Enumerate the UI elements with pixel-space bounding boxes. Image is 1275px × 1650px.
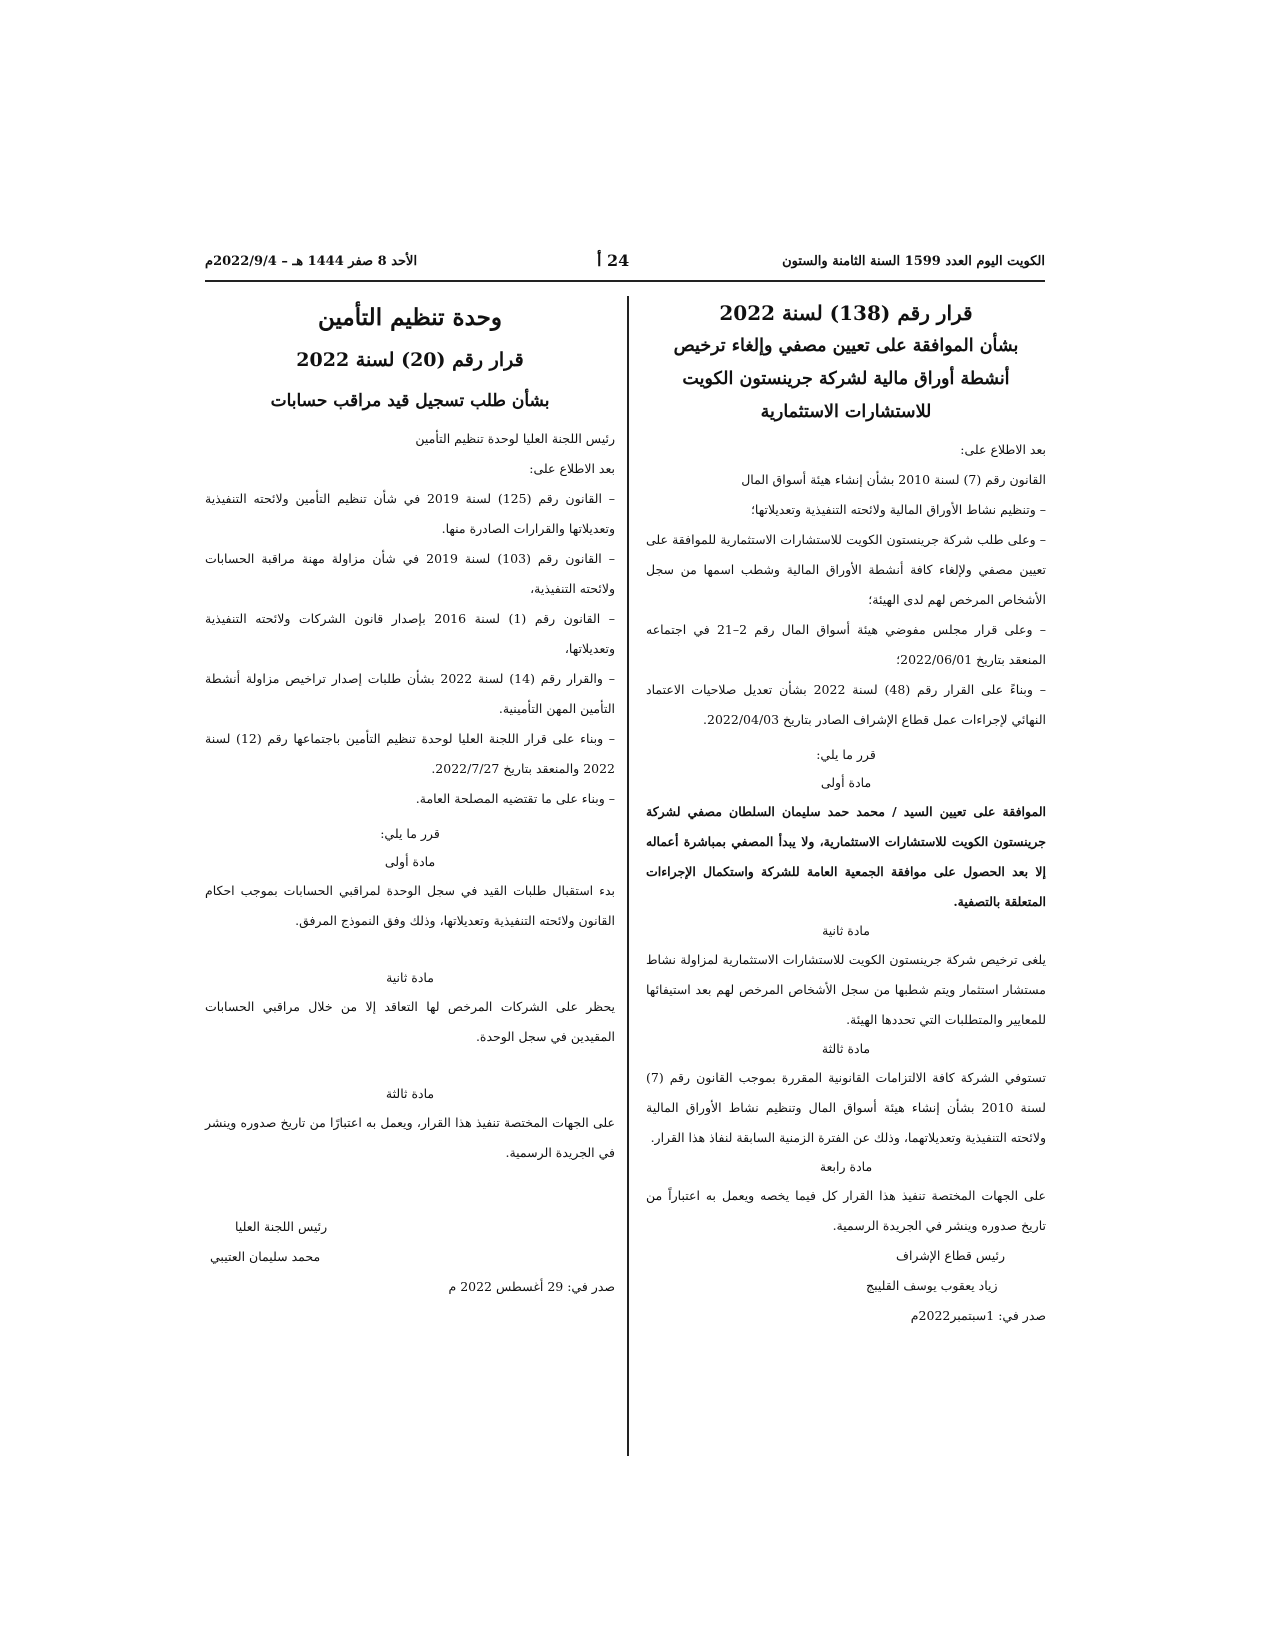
issuer-line: رئيس اللجنة العليا لوحدة تنظيم التأمين xyxy=(415,431,615,446)
recital-item: – وبناء على ما تقتضيه المصلحة العامة. xyxy=(415,791,615,806)
decision-138-subtitle-line-1: بشأن الموافقة على تعيين مصفي وإلغاء ترخيص xyxy=(673,336,1019,356)
law-reference: القانون رقم (7) لسنة 2010 بشأن إنشاء هيئة أسواق المال xyxy=(741,472,1046,487)
article-1-text: الموافقة على تعيين السيد / محمد حمد سليمان السلطان مصفي لشركة جرينستون الكويت للاستشارات الاستثمارية، ولا يبدأ المصفي بمباشرة أعماله إلا بعد الحصول على موافقة الجمعية العامة للشركة واستكمال الإجراءات المتعلقة بالتصفية. xyxy=(646,804,1046,909)
gazette-date: الأحد 8 صفر 1444 هـ – 2022/9/4م xyxy=(205,254,418,269)
article-3-text: تستوفي الشركة كافة الالتزامات القانونية المقررة بموجب القانون رقم (7) لسنة 2010 بشأن إنشاء هيئة أسواق المال وتنظيم نشاط الأوراق المالية ولائحته التنفيذية وتعديلاتهما، وذلك عن الفترة الزمنية السابقة لنفاذ هذا القرار. xyxy=(646,1070,1046,1145)
column-divider xyxy=(627,296,629,1456)
article-4-text: على الجهات المختصة تنفيذ هذا القرار كل فيما يخصه ويعمل به اعتباراً من تاريخ صدوره وينشر في الجريدة الرسمية. xyxy=(646,1188,1046,1233)
recital-item: – وبناء على قرار اللجنة العليا لوحدة تنظيم التأمين باجتماعها رقم (12) لسنة 2022 والمنعقد بتاريخ 2022/7/27. xyxy=(205,731,615,776)
unit-title: وحدة تنظيم التأمين xyxy=(317,304,503,331)
page-number: 24 أ xyxy=(597,251,630,270)
article-3-title: مادة ثالثة xyxy=(821,1041,871,1056)
header-rule xyxy=(205,280,1045,282)
article-1-text: بدء استقبال طلبات القيد في سجل الوحدة لمراقبي الحسابات بموجب احكام القانون ولائحته التنفيذية وتعديلاتها، وذلك وفق النموذج المرفق. xyxy=(205,883,615,928)
decision-20-column xyxy=(205,296,615,1302)
issue-date: صدر في: 29 أغسطس 2022 م xyxy=(448,1279,615,1294)
decision-20-title: قرار رقم (20) لسنة 2022 xyxy=(296,349,524,371)
signatory-name: محمد سليمان العتيبي xyxy=(210,1249,321,1264)
recital-item: – وعلى قرار مجلس مفوضي هيئة أسواق المال رقم 2–21 في اجتماعه المنعقد بتاريخ 2022/06/01؛ xyxy=(646,622,1046,667)
recital-item: – القانون رقم (125) لسنة 2019 في شأن تنظيم التأمين ولائحته التنفيذية وتعديلاتها والقرارات الصادرة منها. xyxy=(205,491,615,536)
article-1-title: مادة أولى xyxy=(384,854,436,869)
after-review-label: بعد الاطلاع على: xyxy=(529,461,615,476)
article-3-text: على الجهات المختصة تنفيذ هذا القرار، ويعمل به اعتبارًا من تاريخ صدوره وينشر في الجريدة الرسمية. xyxy=(205,1115,615,1160)
recital-item: – القانون رقم (1) لسنة 2016 بإصدار قانون الشركات ولائحته التنفيذية وتعديلاتها، xyxy=(205,611,615,656)
decision-20-subtitle: بشأن طلب تسجيل قيد مراقب حسابات xyxy=(270,391,550,411)
recital-item: – وتنظيم نشاط الأوراق المالية ولائحته التنفيذية وتعديلاتها؛ xyxy=(750,502,1046,517)
decision-138-column xyxy=(646,296,1046,1331)
article-2-text: يلغى ترخيص شركة جرينستون الكويت للاستشارات الاستثمارية لمزاولة نشاط مستشار استثمار ويتم شطبها من سجل الأشخاص المرخص لهم بعد استيفائها للمعايير والمتطلبات التي تحددها الهيئة. xyxy=(646,952,1046,1027)
recital-item: – وبناءً على القرار رقم (48) لسنة 2022 بشأن تعديل صلاحيات الاعتماد النهائي لإجراءات عمل قطاع الإشراف الصادر بتاريخ 2022/04/03. xyxy=(646,682,1046,727)
signatory-title: رئيس اللجنة العليا xyxy=(235,1219,328,1234)
signatory-title: رئيس قطاع الإشراف xyxy=(896,1248,1006,1263)
article-2-title: مادة ثانية xyxy=(386,970,434,985)
recital-item: – والقرار رقم (14) لسنة 2022 بشأن طلبات إصدار تراخيص مزاولة أنشطة التأمين المهن التأمينية. xyxy=(205,671,615,716)
recital-item: – وعلى طلب شركة جرينستون الكويت للاستشارات الاستثمارية للموافقة على تعيين مصفي ولإلغاء كافة أنشطة الأوراق المالية وشطب اسمها من سجل الأشخاص المرخص لهم لدى الهيئة؛ xyxy=(646,532,1046,607)
issue-date: صدر في: 1سبتمبر2022م xyxy=(910,1308,1046,1323)
article-1-title: مادة أولى xyxy=(820,775,872,790)
recital-item: – القانون رقم (103) لسنة 2019 في شأن مزاولة مهنة مراقبة الحسابات ولائحته التنفيذية، xyxy=(205,551,615,596)
decision-138-title: قرار رقم (138) لسنة 2022 xyxy=(719,301,973,325)
page-header xyxy=(205,251,1045,278)
article-3-title: مادة ثالثة xyxy=(385,1086,435,1101)
after-review-label: بعد الاطلاع على: xyxy=(960,442,1046,457)
decided-label: قرر ما يلي: xyxy=(380,826,440,841)
article-2-text: يحظر على الشركات المرخص لها التعاقد إلا من خلال مراقبي الحسابات المقيدين في سجل الوحدة. xyxy=(205,999,615,1044)
decision-138-subtitle-line-3: للاستشارات الاستثمارية xyxy=(760,402,932,422)
decided-label: قرر ما يلي: xyxy=(816,747,876,762)
signatory-name: زياد يعقوب يوسف القليبج xyxy=(866,1278,998,1293)
gazette-issue: الكويت اليوم العدد 1599 السنة الثامنة والستون xyxy=(782,254,1045,269)
article-4-title: مادة رابعة xyxy=(819,1159,873,1174)
article-2-title: مادة ثانية xyxy=(822,923,870,938)
decision-138-subtitle-line-2: أنشطة أوراق مالية لشركة جرينستون الكويت xyxy=(682,369,1010,389)
